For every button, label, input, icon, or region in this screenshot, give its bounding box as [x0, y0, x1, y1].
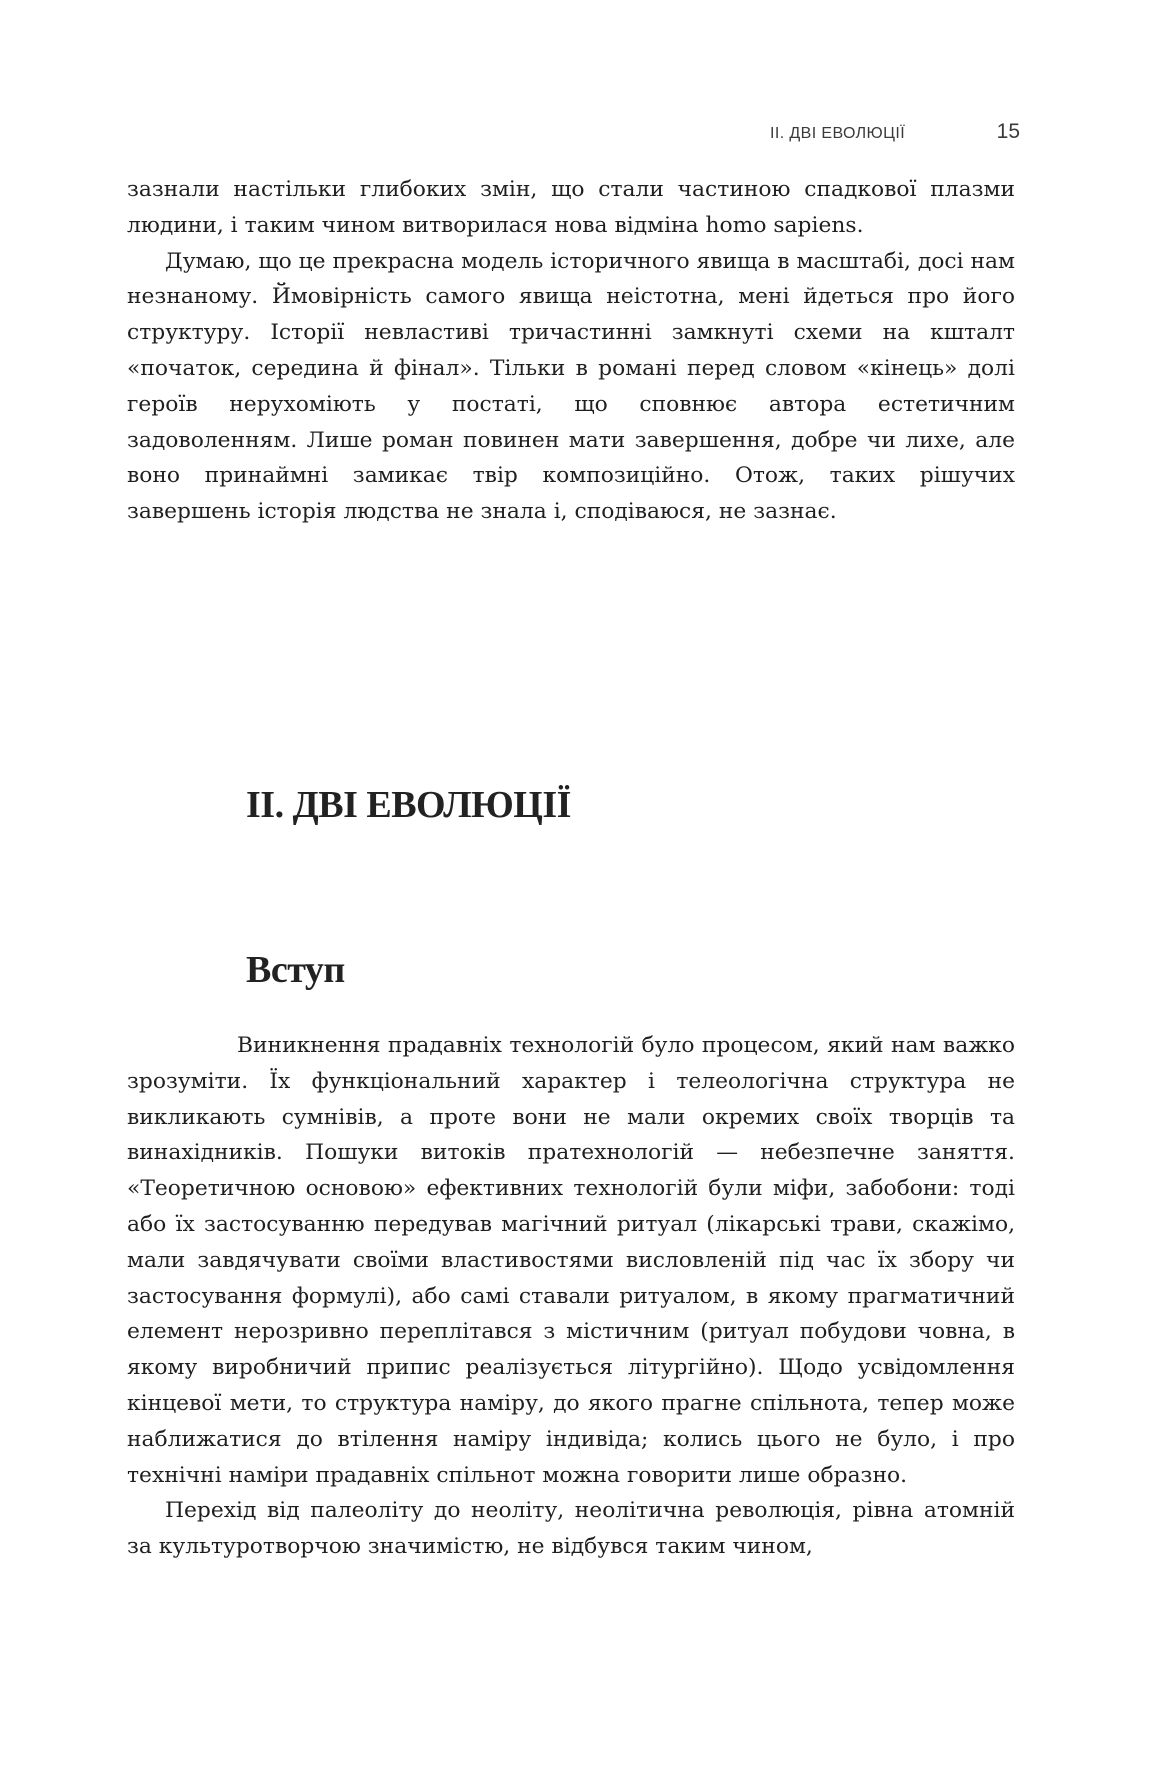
chapter-heading: II. ДВІ ЕВОЛЮЦІЇ — [246, 784, 571, 826]
paragraph: Думаю, що це прекрасна модель історичного явища в масштабі, досі нам незнаному. Ймовірність самого явища неістотна, мені йдеться про його структуру. Історії невластиві тричастинні замкнуті схеми на кшталт «початок, середина й фінал». Тільки в романі перед словом «кінець» долі героїв нерухоміють у постаті, що сповнює автора естетичним задоволенням. Лише роман повинен мати завершення, добре чи лихе, але воно принаймні замикає твір композиційно. Отож, таких рішучих завершень історія людства не знала і, сподіваюся, не зазнає. — [127, 248, 1016, 525]
text-block-continuation — [127, 172, 1015, 530]
running-head — [770, 120, 1020, 150]
running-title: II. ДВІ ЕВОЛЮЦІЇ — [770, 125, 906, 142]
paragraph: Перехід від палеоліту до неоліту, неолітична революція, рівна атомній за культуротворчою значимістю, не відбувся таким чином, — [127, 1498, 1015, 1560]
text-block-introduction — [127, 1028, 1015, 1565]
section-heading: Вступ — [246, 949, 345, 991]
paragraph: Виникнення прадавніх технологій було процесом, який нам важко зрозуміти. Їх функціональний характер і телеологічна структура не викликають сумнівів, а проте вони не мали окремих своїх творців та винахідників. Пошуки витоків пратехнологій — небезпечне заняття. «Теоретичною основою» ефективних технологій були міфи, забобони: тоді або їх застосуванню передував магічний ритуал (лікарські трави, скажімо, мали завдячувати своїми властивостями висловленій під час їх збору чи застосування формулі), або самі ставали ритуалом, в якому прагматичний елемент нерозривно переплітався з містичним (ритуал побудови човна, в якому виробничий припис реалізується літургійно). Щодо усвідомлення кінцевої мети, то структура наміру, до якого прагне спільнота, тепер може наближатися до втілення наміру індивіда; колись цього не було, і про технічні наміри прадавніх спільнот можна говорити лише образно. — [127, 1033, 1015, 1488]
page-number: 15 — [996, 120, 1020, 143]
paragraph: зазнали настільки глибоких змін, що стали частиною спадкової плазми людини, і таким чином витворилася нова відміна homo sapiens. — [127, 177, 1015, 238]
